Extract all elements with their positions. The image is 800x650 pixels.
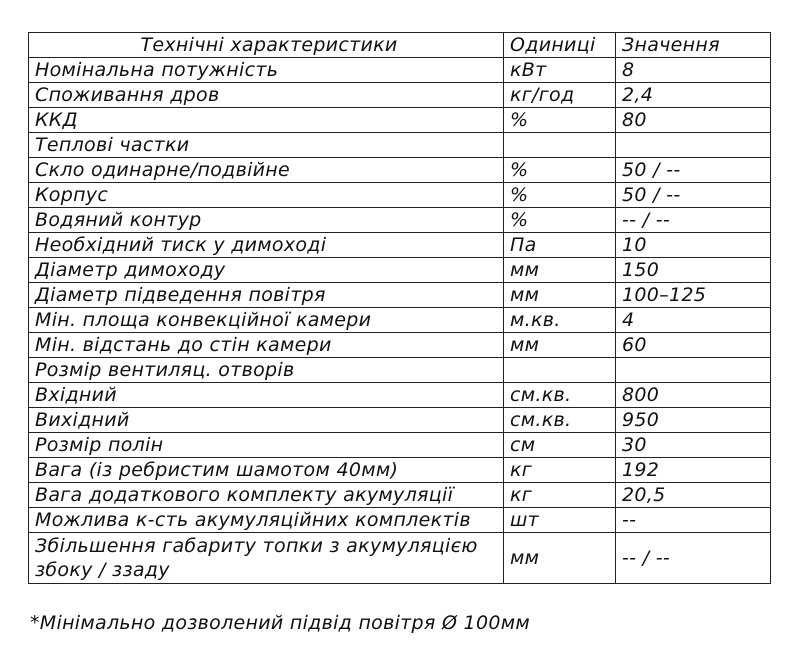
table-row (29, 183, 771, 208)
table-row (29, 233, 771, 258)
row-name: Діаметр підведення повітря (29, 283, 504, 308)
row-name: Збільшення габариту топки з акумуляцією збоку / ззаду (29, 533, 504, 584)
row-value (616, 133, 771, 158)
row-unit: см.кв. (504, 408, 616, 433)
row-unit: см.кв. (504, 383, 616, 408)
row-name: Вага додаткового комплекту акумуляції (29, 483, 504, 508)
row-name: Теплові частки (29, 133, 504, 158)
table-row (29, 108, 771, 133)
header-characteristics: Технічні характеристики (29, 33, 504, 58)
row-name: ККД (29, 108, 504, 133)
specifications-table (28, 32, 771, 584)
row-name: Необхідний тиск у димоході (29, 233, 504, 258)
row-unit: см (504, 433, 616, 458)
table-row (29, 133, 771, 158)
table-row (29, 83, 771, 108)
row-unit: кВт (504, 58, 616, 83)
row-value (616, 358, 771, 383)
row-value: 50 / -- (616, 158, 771, 183)
row-unit: % (504, 108, 616, 133)
table-row (29, 308, 771, 333)
row-value: -- / -- (616, 208, 771, 233)
row-name: Можлива к-сть акумуляційних комплектів (29, 508, 504, 533)
row-unit: % (504, 208, 616, 233)
table-row (29, 58, 771, 83)
table-row (29, 383, 771, 408)
row-unit: мм (504, 333, 616, 358)
row-value: 100–125 (616, 283, 771, 308)
row-name: Водяний контур (29, 208, 504, 233)
table-row (29, 458, 771, 483)
row-unit: мм (504, 258, 616, 283)
row-value: 50 / -- (616, 183, 771, 208)
row-unit: мм (504, 533, 616, 584)
table-row (29, 433, 771, 458)
table-row (29, 533, 771, 584)
row-unit: м.кв. (504, 308, 616, 333)
row-name: Номінальна потужність (29, 58, 504, 83)
row-name: Розмір вентиляц. отворів (29, 358, 504, 383)
row-value: 80 (616, 108, 771, 133)
row-unit: Па (504, 233, 616, 258)
table-header-row (29, 33, 771, 58)
row-value: 800 (616, 383, 771, 408)
row-value: -- / -- (616, 533, 771, 584)
row-name: Мін. площа конвекційної камери (29, 308, 504, 333)
row-value: 8 (616, 58, 771, 83)
row-unit: кг (504, 483, 616, 508)
table-row (29, 258, 771, 283)
header-values: Значення (616, 33, 771, 58)
row-name: Вхідний (29, 383, 504, 408)
table-row (29, 408, 771, 433)
table-row (29, 333, 771, 358)
row-unit (504, 133, 616, 158)
row-unit: кг (504, 458, 616, 483)
row-value: 150 (616, 258, 771, 283)
row-name: Діаметр димоходу (29, 258, 504, 283)
row-name: Вихідний (29, 408, 504, 433)
header-units: Одиниці (504, 33, 616, 58)
row-name: Розмір полін (29, 433, 504, 458)
table-row (29, 483, 771, 508)
row-value: 2,4 (616, 83, 771, 108)
row-value: 30 (616, 433, 771, 458)
footnote: *Мінімально дозволений підвід повітря Ø 100мм (30, 612, 530, 634)
row-name: Вага (із ребристим шамотом 40мм) (29, 458, 504, 483)
row-name: Споживання дров (29, 83, 504, 108)
table-row (29, 208, 771, 233)
row-unit: мм (504, 283, 616, 308)
row-unit: кг/год (504, 83, 616, 108)
row-unit: % (504, 183, 616, 208)
row-value: 20,5 (616, 483, 771, 508)
row-value: -- (616, 508, 771, 533)
row-unit: % (504, 158, 616, 183)
table-row (29, 508, 771, 533)
row-value: 192 (616, 458, 771, 483)
table-row (29, 358, 771, 383)
row-value: 60 (616, 333, 771, 358)
table-row (29, 158, 771, 183)
row-value: 10 (616, 233, 771, 258)
table-row (29, 283, 771, 308)
row-name: Мін. відстань до стін камери (29, 333, 504, 358)
row-name: Корпус (29, 183, 504, 208)
row-value: 4 (616, 308, 771, 333)
row-unit: шт (504, 508, 616, 533)
row-unit (504, 358, 616, 383)
row-name: Скло одинарне/подвійне (29, 158, 504, 183)
row-value: 950 (616, 408, 771, 433)
